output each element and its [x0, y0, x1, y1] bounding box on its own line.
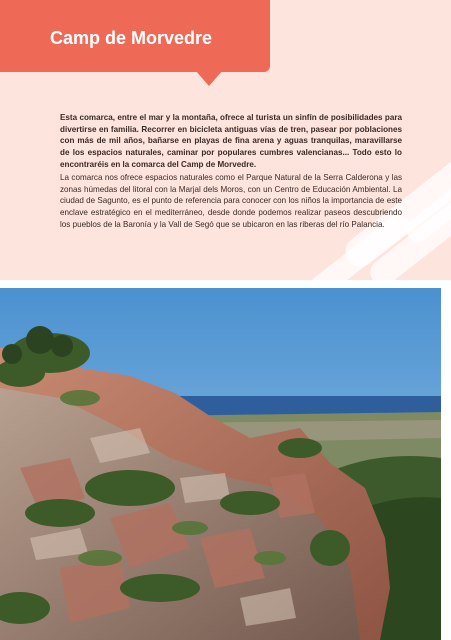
body-paragraph: La comarca nos ofrece espacios naturales como el Parque Natural de la Serra Calderona y las zonas húmedas del litoral con la Marjal dels Moros, con un Centro de Educación Ambiental. La ciudad de Sagunto, es el punto de referencia para conocer con los niños la importancia de este enclave estratégico en el mediterráneo, desde donde podemos realizar paseos descubriendo los pueblos de la Baronía y la Vall de Segó que se ubicaron en las riberas del río Palancia. — [60, 173, 402, 229]
intro-paragraph: Esta comarca, entre el mar y la montaña, ofrece al turista un sinfín de posibilidades para divertirse en familia. Recorrer en bicicleta antiguas vías de tren, pasear por poblaciones con más de mil años, bañarse en playas de fina arena y aguas tranquilas, maravillarse de los espacios naturales, caminar por populares cumbres valencianas... Todo esto lo encontraréis en la comarca del Camp de Morvedre. — [60, 113, 402, 169]
page-title: Camp de Morvedre — [50, 28, 213, 48]
title-banner-pointer — [195, 70, 223, 86]
landscape-photo — [0, 288, 441, 640]
